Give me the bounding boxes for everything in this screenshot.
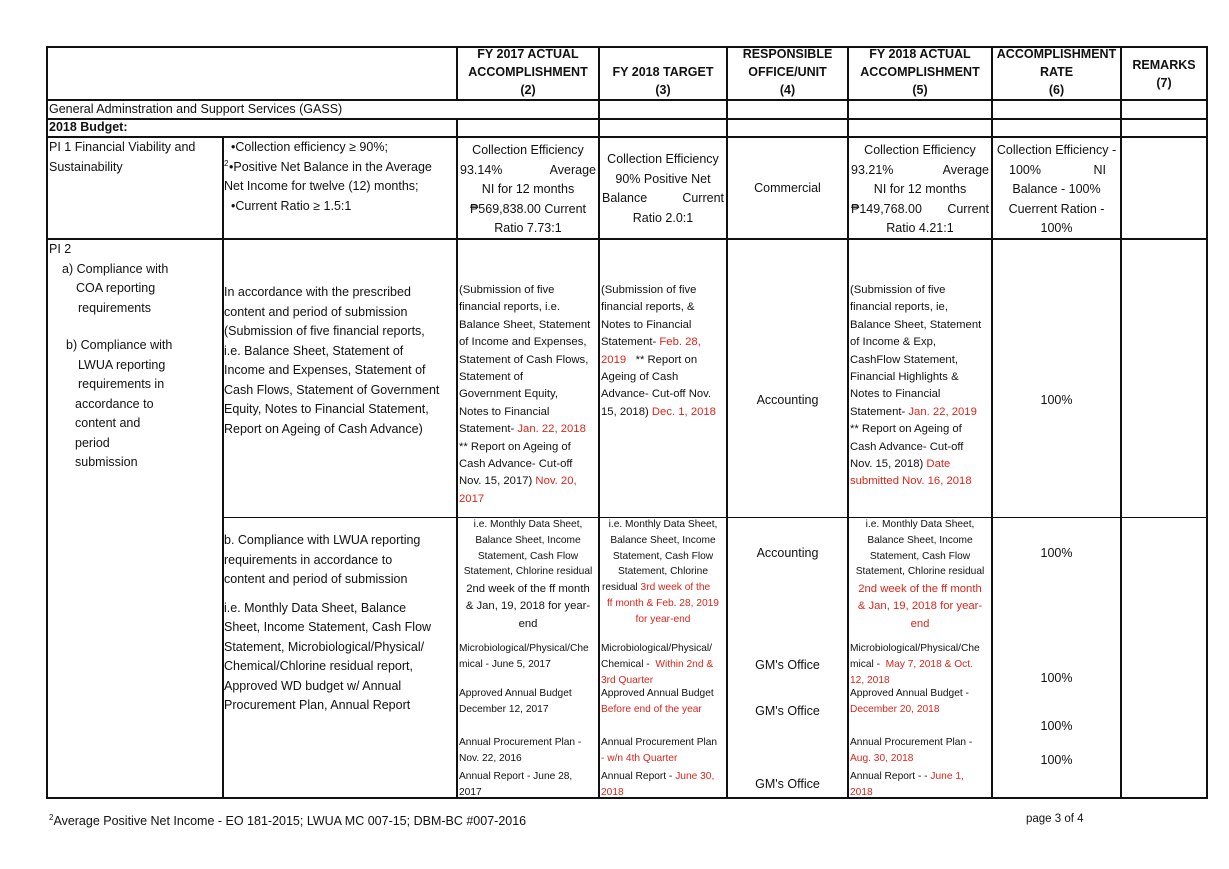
header-col6: ACCOMPLISHMENT RATE (6): [996, 47, 1117, 97]
pi2b-indicator: b. Compliance with LWUA reporting requirements in accordance to content and period of submission i.e. Monthly Data Sheet, Balance Sheet, Income Statement, Cash Flow Statement, Microbiological/Physical/ Chemical/Chlorine residual report, Approved WD budget w/ Annual Procurement Plan, Annual Report: [224, 533, 432, 712]
pi1-rate: Collection Efficiency - 100% NI Balance - 100% Cuerrent Ration - 100%: [996, 143, 1117, 235]
pi2b-fy2017-micro: Microbiological/Physical/Che mical - June 5, 2017: [459, 643, 589, 670]
pi2b-fy2018-annual: Annual Report - - June 1, 2018: [850, 771, 964, 798]
footnote: $^2$Average Positive Net Income - EO 181-2015; LWUA MC 007-15; DBM-BC #007-2016: [49, 813, 527, 829]
pi2b-rate-3: 100%: [1040, 719, 1073, 733]
pi2b-fy2017-monthly-due: 2nd week of the ff month & Jan, 19, 2018 for year- end: [465, 583, 591, 630]
pi2b-fy2018-monthly: i.e. Monthly Data Sheet, Balance Sheet, Income Statement, Cash Flow Statement, Chlorine residual: [855, 519, 985, 578]
pi1-target: Collection Efficiency 90% Positive Net Balance Current Ratio 2.0:1: [602, 152, 724, 225]
pi2b-rate-1: 100%: [1040, 546, 1073, 560]
pi2b-fy2017-monthly: i.e. Monthly Data Sheet, Balance Sheet, Income Statement, Cash Flow Statement, Chlorine residual: [463, 519, 593, 578]
pi2b-target-budget: Approved Annual Budget Before end of the year: [601, 688, 714, 715]
pi2b-office-gm-3: GM's Office: [755, 777, 820, 791]
page-number: page 3 of 4: [1026, 813, 1084, 825]
pi2b-office-accounting: Accounting: [756, 546, 819, 560]
pi2b-fy2018-budget: Approved Annual Budget - December 20, 2018: [850, 688, 969, 715]
header-col5: FY 2018 ACTUAL ACCOMPLISHMENT (5): [860, 47, 980, 97]
pi2-label: PI 2 a) Compliance with COA reporting requirements b) Compliance with LWUA reporting requirements in accordance to content and period submission: [49, 242, 173, 469]
pi2a-fy2017: (Submission of five financial reports, i.e. Balance Sheet, Statement of Income and Expenses, Statement of Cash Flows, Statement of Government Equity, Notes to Financial Statement- Jan. 22, 2018 ** Report on Ageing of Cash Advance- Cut-off Nov. 15, 2017) Nov. 20, 2017: [459, 284, 591, 505]
header-col3: FY 2018 TARGET (3): [612, 65, 714, 97]
pi2b-fy2017-budget: Approved Annual Budget December 12, 2017: [459, 688, 572, 715]
pi2b-fy2018-procurement: Annual Procurement Plan - Aug. 30, 2018: [850, 737, 973, 764]
pi2b-fy2018-monthly-due: 2nd week of the ff month & Jan, 19, 2018 for year- end: [857, 583, 983, 630]
pi2a-office: Accounting: [756, 393, 819, 407]
pi1-indicators: •Collection efficiency ≥ 90%; 2 •Positive Net Balance in the Average Net Income for twelve (12) months; •Current Ratio ≥ 1.5:1: [224, 140, 432, 213]
budget-label: 2018 Budget:: [49, 120, 128, 134]
pi1-fy2017: Collection Efficiency 93.14% Average NI for 12 months ₱569,838.00 Current Ratio 7.73:1: [460, 143, 596, 235]
pi2b-target-procurement: Annual Procurement Plan - w/n 4th Quarter: [601, 737, 718, 764]
pi2b-office-gm-2: GM's Office: [755, 704, 820, 718]
header-col2: FY 2017 ACTUAL ACCOMPLISHMENT (2): [468, 47, 588, 97]
pi1-label: PI 1 Financial Viability and Sustainability: [49, 140, 196, 174]
pi1-fy2018: Collection Efficiency 93.21% Average NI for 12 months ₱149,768.00 Current Ratio 4.21:1: [851, 143, 989, 235]
pi2a-rate: 100%: [1040, 393, 1073, 407]
pi2b-target-annual: Annual Report - June 30, 2018: [601, 771, 715, 798]
pi2b-fy2017-procurement: Annual Procurement Plan - Nov. 22, 2016: [459, 737, 582, 764]
pi2b-fy2017-annual: Annual Report - June 28, 2017: [459, 771, 573, 798]
pi1-office: Commercial: [754, 181, 821, 195]
pi2b-office-gm-1: GM's Office: [755, 658, 820, 672]
pi2b-target-monthly: i.e. Monthly Data Sheet, Balance Sheet, Income Statement, Cash Flow Statement, Chlorine residual 3rd week of the ff month & Feb. 28, 2019 for year-end: [602, 519, 719, 625]
pi2a-target: (Submission of five financial reports, & Notes to Financial Statement- Feb. 28, 2019 ** Report on Ageing of Cash Advance- Cut-off Nov. 15, 2018) Dec. 1, 2018: [601, 284, 716, 418]
pi2b-rate-2: 100%: [1040, 671, 1073, 685]
section-title: General Adminstration and Support Services (GASS): [49, 102, 343, 116]
header-col4: RESPONSIBLE OFFICE/UNIT (4): [742, 47, 833, 97]
pi2a-fy2018: (Submission of five financial reports, ie, Balance Sheet, Statement of Income & Exp, CashFlow Statement, Financial Highlights & Notes to Financial Statement- Jan. 22, 2019 ** Report on Ageing of Cash Advance- Cut-off Nov. 15, 2018) Date submitted Nov. 16, 2018: [850, 284, 982, 488]
header-col7: REMARKS (7): [1132, 58, 1196, 90]
pi2b-rate-4: 100%: [1040, 753, 1073, 767]
pi2a-indicator: In accordance with the prescribed content and period of submission (Submission of five financial reports, i.e. Balance Sheet, Statement of Income and Expenses, Statement of Cash Flows, Statement of Government Equity, Notes to Financial Statement, Report on Ageing of Cash Advance): [224, 285, 440, 436]
pi2b-fy2018-micro: Microbiological/Physical/Che mical - May 7, 2018 & Oct. 12, 2018: [850, 643, 980, 686]
pi2b-target-micro: Microbiological/Physical/ Chemical - Within 2nd & 3rd Quarter: [601, 643, 714, 686]
